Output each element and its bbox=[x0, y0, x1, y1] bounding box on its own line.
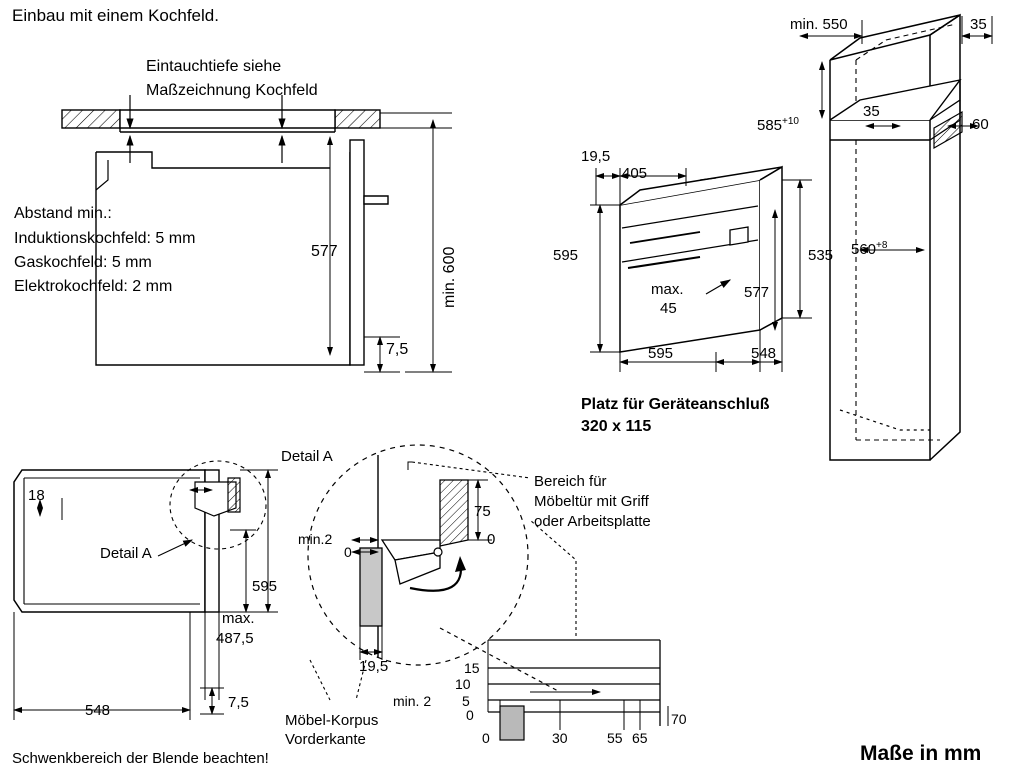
connection-space-line2: 320 x 115 bbox=[581, 418, 652, 435]
dim-55-scale: 55 bbox=[607, 730, 623, 746]
dim-75-detail: 75 bbox=[474, 503, 491, 520]
dim-577-section: 577 bbox=[311, 243, 338, 260]
area-note-line1: Bereich für bbox=[534, 473, 607, 490]
max-45-label-line2: 45 bbox=[660, 300, 677, 317]
dim-35-cabinet-inner: 35 bbox=[863, 103, 880, 120]
area-note-line3: oder Arbeitsplatte bbox=[534, 513, 651, 530]
dim-595-front: 595 bbox=[252, 578, 278, 595]
dim-min2-scale: min. 2 bbox=[393, 693, 432, 709]
dim-0-detail-right: 0 bbox=[487, 531, 496, 548]
min-distance-title: Abstand min.: bbox=[14, 205, 112, 222]
connection-space-line1: Platz für Geräteanschluß bbox=[581, 396, 770, 413]
dim-max-front: max. bbox=[222, 610, 255, 627]
dim-70-scale: 70 bbox=[671, 711, 687, 727]
dim-10-scale: 10 bbox=[455, 676, 471, 692]
dim-535-oven: 535 bbox=[808, 247, 834, 264]
area-note-line2: Möbeltür mit Griff bbox=[534, 493, 649, 510]
dim-min550-cabinet: min. 550 bbox=[790, 16, 848, 33]
dim-560-cabinet: $560^{+8}$ bbox=[851, 240, 888, 258]
min-distance-electric: Elektrokochfeld: 2 mm bbox=[14, 278, 173, 295]
dim-595-oven-width: 595 bbox=[648, 345, 674, 362]
dim-0-scale-left: 0 bbox=[466, 707, 474, 723]
dim-35-cabinet-top: 35 bbox=[970, 16, 987, 33]
dim-65-scale: 65 bbox=[632, 730, 648, 746]
dim-595-oven-height: 595 bbox=[553, 247, 579, 264]
min-distance-induction: Induktionskochfeld: 5 mm bbox=[14, 230, 196, 247]
footer-note-left: Schwenkbereich der Blende beachten! bbox=[12, 750, 269, 767]
dim-195-oven: 19,5 bbox=[581, 148, 611, 165]
dim-60-cabinet: 60 bbox=[972, 116, 989, 133]
dim-30-scale: 30 bbox=[552, 730, 568, 746]
dim-75-section: 7,5 bbox=[386, 341, 409, 358]
dim-405-oven: 405 bbox=[622, 165, 648, 182]
dim-548-oven: 548 bbox=[751, 345, 777, 362]
footer-units: Maße in mm bbox=[860, 742, 982, 765]
dim-577-oven: 577 bbox=[744, 284, 770, 301]
dim-0-detail-left: 0 bbox=[344, 544, 352, 560]
dim-5-scale: 5 bbox=[462, 693, 470, 709]
dim-min600: min. 600 bbox=[441, 246, 458, 308]
dim-15-scale: 15 bbox=[464, 660, 480, 676]
immersion-depth-note-line2: Maßzeichnung Kochfeld bbox=[146, 82, 318, 99]
min-distance-gas: Gaskochfeld: 5 mm bbox=[14, 254, 152, 271]
dim-18-front: 18 bbox=[28, 487, 45, 504]
max-45-label-line1: max. bbox=[651, 281, 684, 298]
page-title: Einbau mit einem Kochfeld. bbox=[12, 6, 219, 25]
dim-75-front: 7,5 bbox=[228, 694, 249, 711]
corpus-note-line1: Möbel-Korpus bbox=[285, 712, 379, 729]
detail-a-front-label: Detail A bbox=[100, 545, 152, 562]
dim-195-detail: 19,5 bbox=[359, 658, 389, 675]
detail-a-title: Detail A bbox=[281, 448, 333, 465]
dim-4875-front: 487,5 bbox=[216, 630, 254, 647]
dim-min2-detail: min.2 bbox=[298, 531, 333, 547]
dim-548-front: 548 bbox=[85, 702, 111, 719]
dim-585-cabinet: $585^{+10}$ bbox=[757, 116, 799, 134]
dim-0-scale-bottom: 0 bbox=[482, 730, 490, 746]
corpus-note-line2: Vorderkante bbox=[285, 731, 366, 748]
immersion-depth-note-line1: Eintauchtiefe siehe bbox=[146, 58, 282, 75]
